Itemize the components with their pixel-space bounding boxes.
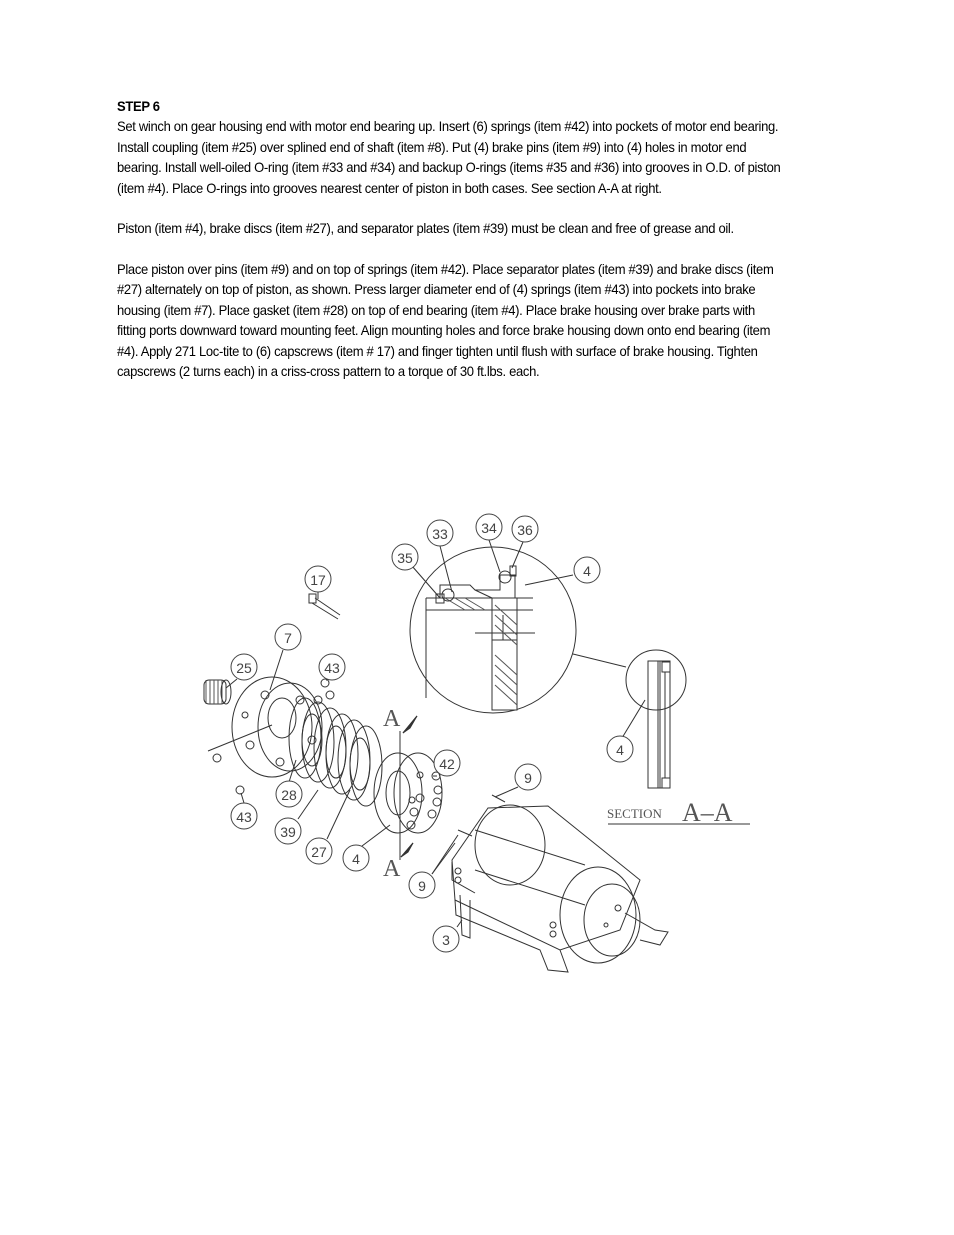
section-label: SECTION (607, 806, 662, 821)
detail-view (410, 547, 576, 713)
callout-7-label: 7 (284, 630, 292, 646)
callout-42-label: 42 (439, 756, 455, 772)
callout-9-top-label: 9 (524, 770, 532, 786)
paragraph-cleaning: Piston (item #4), brake discs (item #27), and separator plates (item #39) must be clean and free of grease and oil. (117, 220, 734, 236)
callout-25-label: 25 (236, 660, 252, 676)
winch-body (452, 795, 668, 972)
callout-27-label: 27 (311, 844, 327, 860)
callout-43-bottom-label: 43 (236, 809, 252, 825)
callout-4-bottom-label: 4 (352, 851, 360, 867)
callout-17-label: 17 (310, 572, 326, 588)
callout-35-label: 35 (397, 550, 413, 566)
callout-33-label: 33 (432, 526, 448, 542)
callout-9-bottom-label: 9 (418, 878, 426, 894)
section-marker-top: A (383, 706, 401, 732)
callout-3-label: 3 (442, 932, 450, 948)
section-marker-bottom: A (383, 856, 401, 882)
callout-28-label: 28 (281, 787, 297, 803)
callout-36-label: 36 (517, 522, 533, 538)
callout-43-top-label: 43 (324, 660, 340, 676)
paragraph-assembly: Place piston over pins (item #9) and on top of springs (item #42). Place separator plates (item #39) and brake discs (item #27) alternately on top of piston, as shown. Press larger diameter end of (4) springs (item #43) into pockets into brake housing (item #7). Place gasket (item #28) on top of end bearing (item #4). Place brake housing over brake parts with fitting ports downward toward mounting feet. Align mounting holes and force brake housing down onto end bearing (item #4). Apply 271 Loc-tite to (6) capscrews (item # 17) and finger tighten until flush with surface of brake housing. Tighten capscrews (2 turns each) in a criss-cross pattern to a torque of 30 ft.lbs. each. (117, 260, 774, 379)
callout-4-detail-label: 4 (583, 563, 591, 579)
paragraph-setup: Set winch on gear housing end with motor end bearing up. Insert (6) springs (item #42) into pockets of motor end bearing. Install coupling (item #25) over splined end of shaft (item #8). Put (4) brake pins (item #9) into (4) holes in motor end bearing. Install well-oiled O-ring (item #33 and #34) and backup O-rings (items #35 and #36) into grooves in O.D. of piston (item #4). Place O-rings into grooves nearest center of piston in both cases. See section A-A at right. (117, 118, 781, 196)
callout-4-section-label: 4 (616, 742, 624, 758)
callout-39-label: 39 (280, 824, 296, 840)
step-heading: STEP 6 (117, 98, 160, 114)
section-name: A–A (682, 798, 733, 827)
callout-34-label: 34 (481, 520, 497, 536)
